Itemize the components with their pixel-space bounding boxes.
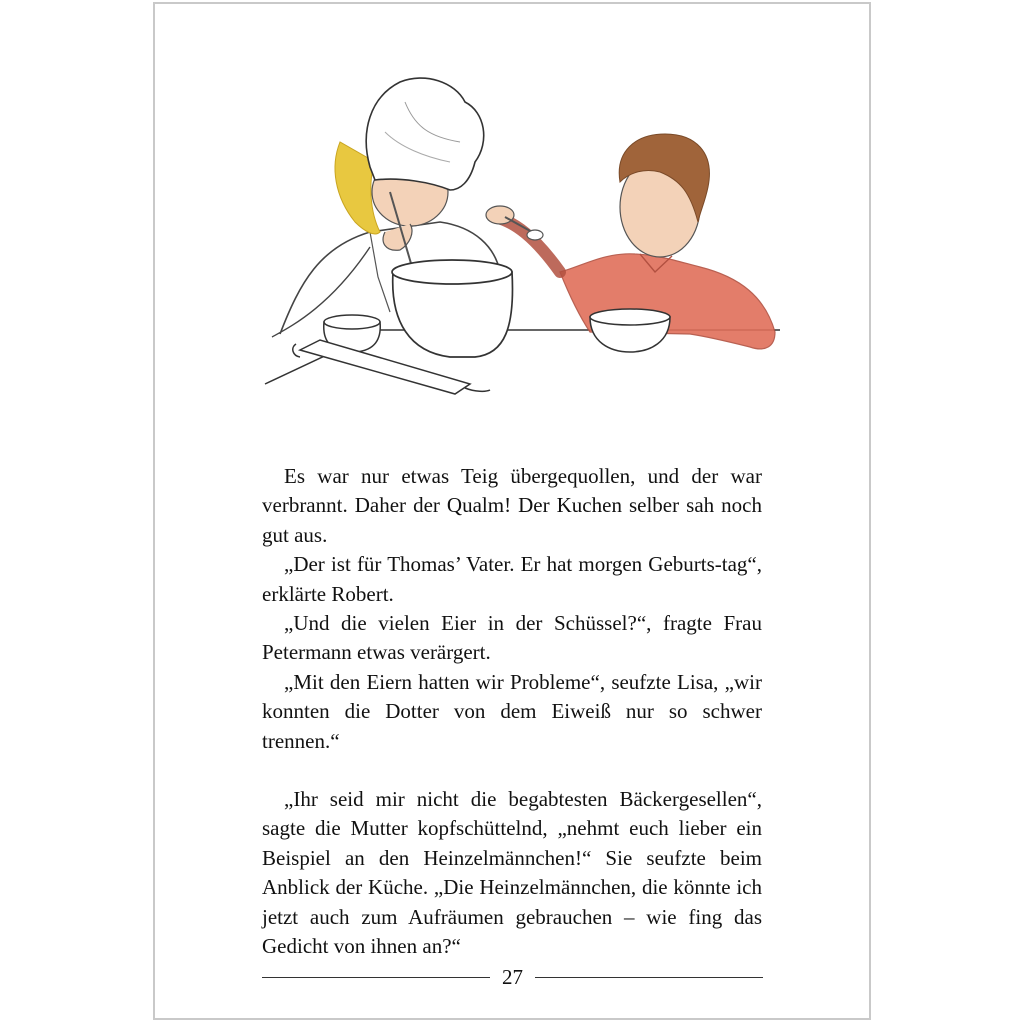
story-text	[262, 462, 762, 962]
paragraph: „Ihr seid mir nicht die begabtesten Bäckergesellen“, sagte die Mutter kopfschüttelnd, „nehmt euch lieber ein Beispiel an den Heinzelmännchen!“ Sie seufzte beim Anblick der Küche. „Die Heinzelmännchen, die könnte ich jetzt auch zum Aufräumen gebrauchen – wie fing das Gedicht von ihnen an?“	[262, 787, 762, 959]
footer-rule-left	[262, 977, 490, 978]
page-footer	[262, 962, 763, 992]
baking-children-illustration	[260, 72, 790, 402]
footer-rule-right	[535, 977, 763, 978]
paragraph: „Mit den Eiern hatten wir Probleme“, seufzte Lisa, „wir konnten die Dotter von dem Eiweiß nur so schwer trennen.“	[262, 669, 762, 753]
paragraph: „Der ist für Thomas’ Vater. Er hat morgen Geburts-tag“, erklärte Robert.	[262, 552, 762, 606]
page-number: 27	[502, 964, 523, 989]
paragraph: Es war nur etwas Teig übergequollen, und der war verbrannt. Daher der Qualm! Der Kuchen selber sah noch gut aus.	[262, 464, 762, 547]
paragraph: „Und die vielen Eier in der Schüssel?“, fragte Frau Petermann etwas verärgert.	[262, 611, 762, 665]
paragraph-spacer	[262, 756, 762, 785]
